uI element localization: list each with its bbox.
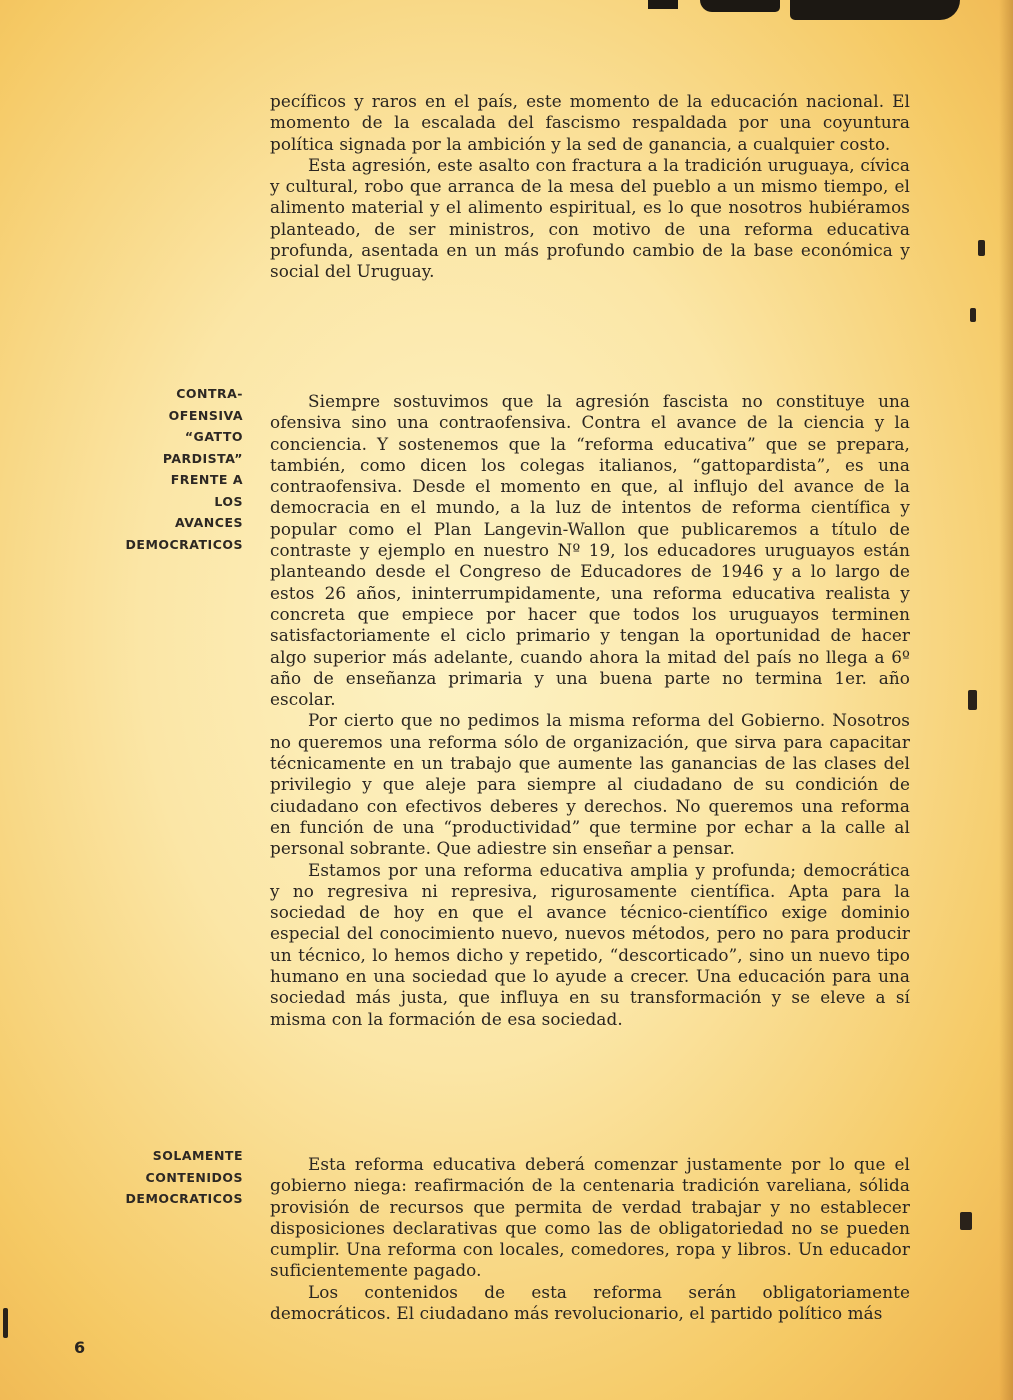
paragraph: Por cierto que no pedimos la misma reforma del Gobierno. Nosotros no queremos una reforma sólo de organización, que sirva para capacitar técnicamente en un trabajo que aumente las ganancias de las clases del privilegio y que aleje para siempre al ciudadano de su condición de ciudadano con efectivos deberes y derechos. No queremos una reforma en función de una “productividad” que termine por echar a la calle al personal sobrante. Que adiestre sin enseñar a pensar. — [270, 710, 910, 859]
paragraph-block-intro — [270, 91, 910, 283]
paragraph: Los contenidos de esta reforma serán obligatoriamente democráticos. El ciudadano más revolucionario, el partido político más — [270, 1281, 910, 1324]
heading-line: FRENTE A — [170, 472, 243, 487]
margin-speck — [960, 1212, 972, 1230]
paragraph-block-contenidos — [270, 1154, 910, 1324]
page-edge-shadow — [999, 0, 1013, 1400]
paragraph: pecíficos y raros en el país, este momento de la educación nacional. El momento de la escalada del fascismo respaldada por una coyuntura política signada por la ambición y la sed de ganancia, a cualquier costo. — [270, 91, 910, 154]
heading-line: CONTRA- — [176, 386, 243, 401]
heading-line: DEMOCRATICOS — [125, 1191, 243, 1206]
heading-line: LOS — [214, 493, 243, 509]
paragraph: Siempre sostuvimos que la agresión fascista no constituye una ofensiva sino una contraofensiva. Contra el avance de la ciencia y la conciencia. Y sostenemos que la “reforma educativa” que se prepara, también, como dicen los colegas italianos, “gattopardista”, es una contraofensiva. Desde el momento en que, al influjo del avance de la democracia en el mundo, a la luz de intentos de reforma científica y popular como el Plan Langevin-Wallon que publicaremos a título de contraste y ejemplo en nuestro Nº 19, los educadores uruguayos están planteando desde el Congreso de Educadores de 1946 y a lo largo de estos 26 años, ininterrumpidamente, una reforma educativa realista y concreta que empiece por hacer que todos los uruguayos terminen satisfactoriamente el ciclo primario y tengan la oportunidad de hacer algo superior más adelante, cuando ahora la mitad del país no llega a 6º año de enseñanza primaria y una buena parte no termina 1er. año escolar. — [270, 391, 910, 710]
paragraph: Estamos por una reforma educativa amplia y profunda; democrática y no regresiva ni represiva, rigurosamente científica. Apta para la sociedad de hoy en que el avance técnico-científico exige dominio especial del conocimiento nuevo, nuevos métodos, pero no para producir un técnico, lo hemos dicho y repetido, “descorticado”, sino un nuevo tipo humano en una sociedad que lo ayude a crecer. Una educación para una sociedad más justa, que influya en su transformación y se eleve a sí misma con la formación de esa sociedad. — [270, 859, 910, 1029]
margin-speck — [978, 240, 985, 256]
heading-line: PARDISTA” — [162, 450, 243, 466]
heading-line: “GATTO — [184, 429, 243, 444]
paragraph: Esta reforma educativa deberá comenzar justamente por lo que el gobierno niega: reafirmación de la centenaria tradición vareliana, sólida provisión de recursos que permita de verdad trabajar y no establecer disposiciones declarativas que como las de obligatoriedad no se pueden cumplir. Una reforma con locales, comedores, ropa y libros. Un educador suficientemente pagado. — [270, 1154, 910, 1281]
page-number: 6 — [74, 1338, 86, 1357]
heading-line: DEMOCRATICOS — [125, 536, 243, 552]
paragraph-block-contraofensiva — [270, 391, 910, 1030]
torn-edge-mark — [790, 0, 960, 20]
margin-speck — [3, 1308, 8, 1338]
paragraph: Esta agresión, este asalto con fractura a la tradición uruguaya, cívica y cultural, robo que arranca de la mesa del pueblo a un mismo tiempo, el alimento material y el alimento espiritual, es lo que nosotros hubiéramos planteado, de ser ministros, con motivo de una reforma educativa profunda, asentada en un más profundo cambio de la base económica y social del Uruguay. — [270, 154, 910, 282]
sidebar-heading-contraofensiva — [126, 383, 243, 555]
heading-line: SOLAMENTE — [152, 1148, 243, 1163]
sidebar-heading-contenidos — [126, 1145, 243, 1210]
margin-speck — [970, 308, 976, 322]
torn-edge-mark — [648, 0, 678, 9]
heading-line: AVANCES — [174, 515, 243, 530]
torn-edge-mark — [700, 0, 780, 12]
heading-line: CONTENIDOS — [145, 1169, 243, 1185]
heading-line: OFENSIVA — [168, 407, 243, 423]
margin-speck — [968, 690, 977, 710]
